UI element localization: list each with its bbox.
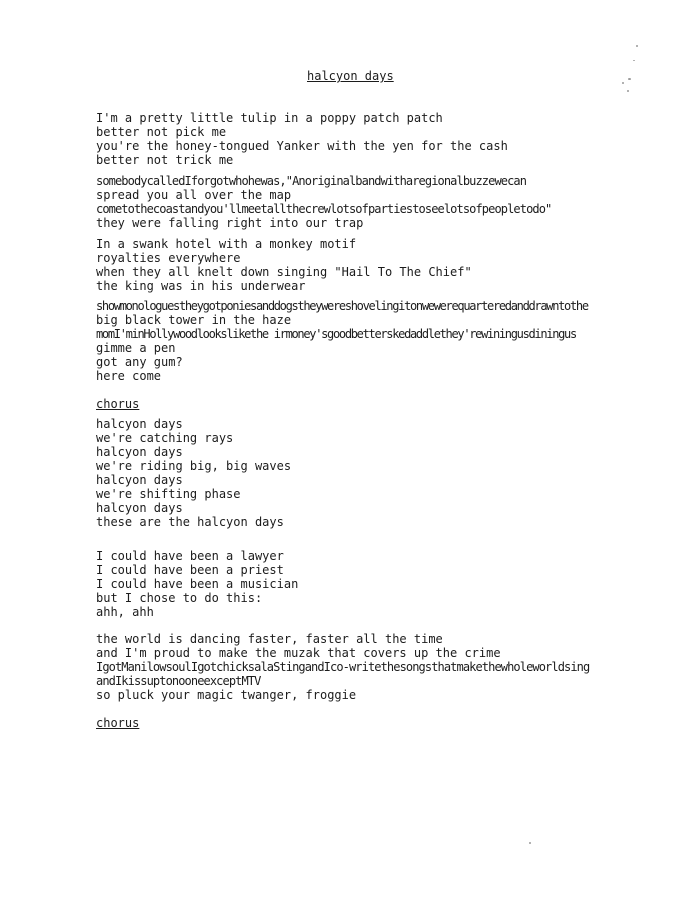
lyric-line: the king was in his underwear [96,279,306,293]
lyric-line: showmonologuestheygotponiesanddogstheywereshovelingitonwewerequarteredanddrawntothe [96,299,588,313]
lyric-line: andIkissuptonooneexceptMTV [96,674,261,688]
lyric-line: better not pick me [96,125,227,139]
scan-speck [633,60,635,61]
lyric-line: halcyon days [96,445,183,459]
scan-speck [529,842,531,844]
lyric-line: halcyon days [96,501,183,515]
lyric-line: IgotManilowsoulIgotchicksalaStingandIco-writethesongsthatmakethewholeworldsing [96,660,590,674]
scan-speck [628,78,631,80]
lyric-line: these are the halcyon days [96,515,284,529]
lyric-line: big black tower in the haze [96,313,292,327]
lyric-line: halcyon days [96,473,183,487]
lyric-line: got any gum? [96,355,183,369]
lyric-line: cometothecoastandyou'llmeetallthecrewlotsofpartiestoseelotsofpeopletodo" [96,202,552,216]
scan-speck [627,90,629,92]
lyric-line: better not trick me [96,153,234,167]
lyric-line: spread you all over the map [96,188,292,202]
lyric-line: and I'm proud to make the muzak that covers up the crime [96,646,501,660]
lyric-line: In a swank hotel with a monkey motif [96,237,357,251]
lyric-line: ahh, ahh [96,605,154,619]
scan-speck [622,82,624,84]
lyric-line: here come [96,369,162,383]
lyric-line: we're shifting phase [96,487,241,501]
lyric-line: royalties everywhere [96,251,241,265]
lyric-line: I could have been a musician [96,577,299,591]
lyric-line: halcyon days [96,417,183,431]
lyric-line: I'm a pretty little tulip in a poppy patch patch [96,111,443,125]
lyric-line: the world is dancing faster, faster all the time [96,632,443,646]
lyric-line: you're the honey-tongued Yanker with the yen for the cash [96,139,508,153]
lyric-line: I could have been a lawyer [96,549,284,563]
song-title: halcyon days [307,69,394,83]
lyric-line: gimme a pen [96,341,176,355]
lyric-line: so pluck your magic twanger, froggie [96,688,357,702]
chorus-heading: chorus [96,397,140,411]
lyric-line: they were falling right into our trap [96,216,364,230]
scan-speck [636,45,638,47]
lyric-line: we're catching rays [96,431,234,445]
lyric-line: when they all knelt down singing "Hail To The Chief" [96,265,472,279]
lyric-line: we're riding big, big waves [96,459,292,473]
lyric-line: momI'minHollywoodlookslikethe irmoney'sgoodbetterskedaddlethey'rewiningusdiningus [96,327,576,341]
lyric-line: somebodycalledIforgotwhohewas,"Anoriginalbandwitharegionalbuzzewecan [96,174,527,188]
lyric-line: I could have been a priest [96,563,284,577]
lyric-line: but I chose to do this: [96,591,263,605]
chorus-heading: chorus [96,716,140,730]
